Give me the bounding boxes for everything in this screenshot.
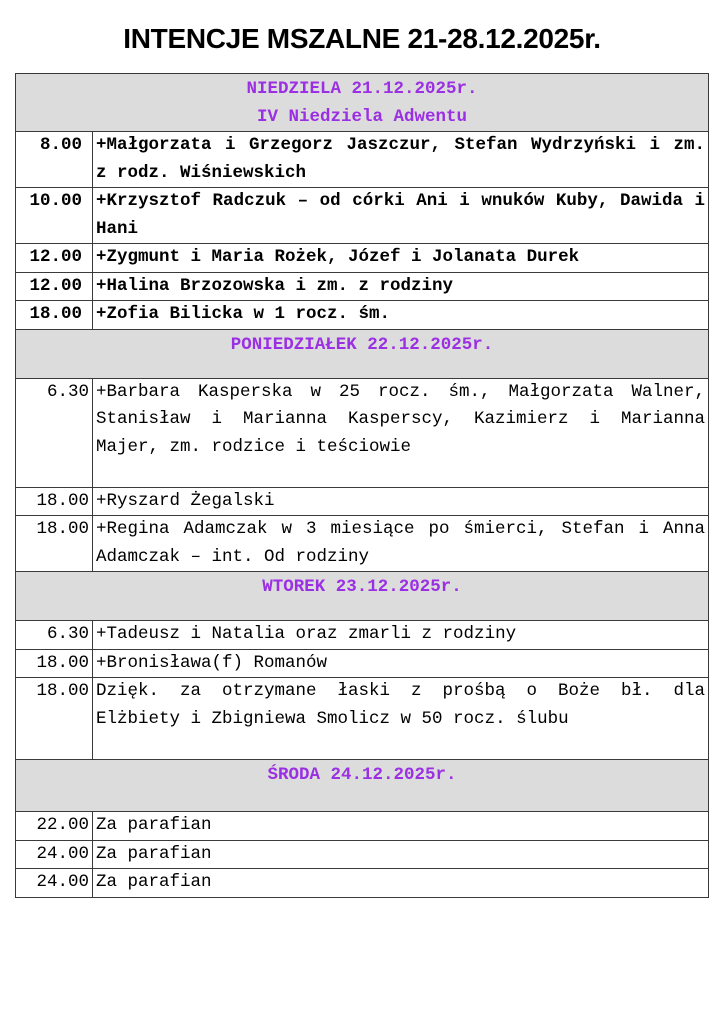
day-subheading: IV Niedziela Adwentu xyxy=(256,106,468,127)
table-row xyxy=(16,621,709,650)
intentions-table xyxy=(15,73,709,898)
day-header-wednesday xyxy=(16,760,709,812)
table-row xyxy=(16,869,709,898)
mass-time: 8.00 xyxy=(16,132,93,188)
day-header-sunday xyxy=(16,74,709,132)
table-row xyxy=(16,272,709,301)
mass-intention: +Barbara Kasperska w 25 rocz. śm., Małgorzata Walner, Stanisław i Marianna Kasperscy, Kazimierz i Marianna Majer, zm. rodzice i teściowie xyxy=(93,378,709,487)
table-row xyxy=(16,487,709,516)
table-row xyxy=(16,244,709,273)
day-heading: PONIEDZIAŁEK 22.12.2025r. xyxy=(230,334,494,355)
mass-time: 18.00 xyxy=(16,301,93,330)
mass-time: 24.00 xyxy=(16,840,93,869)
table-row xyxy=(16,378,709,487)
day-header-monday xyxy=(16,329,709,378)
mass-time: 12.00 xyxy=(16,272,93,301)
mass-intention: +Krzysztof Radczuk – od córki Ani i wnuków Kuby, Dawida i Hani xyxy=(93,188,709,244)
table-row xyxy=(16,132,709,188)
mass-time: 6.30 xyxy=(16,621,93,650)
mass-intention: +Zygmunt i Maria Rożek, Józef i Jolanata Durek xyxy=(93,244,709,273)
mass-time: 18.00 xyxy=(16,678,93,760)
mass-intention: Za parafian xyxy=(93,869,709,898)
day-heading: WTOREK 23.12.2025r. xyxy=(262,577,462,597)
table-row xyxy=(16,301,709,330)
mass-time: 24.00 xyxy=(16,869,93,898)
table-row xyxy=(16,812,709,841)
page-title: INTENCJE MSZALNE 21-28.12.2025r. xyxy=(123,23,601,54)
mass-time: 10.00 xyxy=(16,188,93,244)
day-header-tuesday xyxy=(16,572,709,621)
table-row xyxy=(16,840,709,869)
mass-intention: +Małgorzata i Grzegorz Jaszczur, Stefan Wydrzyński i zm. z rodz. Wiśniewskich xyxy=(93,132,709,188)
day-heading: NIEDZIELA 21.12.2025r. xyxy=(246,79,478,99)
table-row xyxy=(16,516,709,572)
mass-intention: +Zofia Bilicka w 1 rocz. śm. xyxy=(93,301,709,330)
table-row xyxy=(16,188,709,244)
mass-time: 18.00 xyxy=(16,649,93,678)
day-heading: ŚRODA 24.12.2025r. xyxy=(267,765,457,785)
mass-time: 18.00 xyxy=(16,516,93,572)
mass-intention: Za parafian xyxy=(93,840,709,869)
mass-intention: +Halina Brzozowska i zm. z rodziny xyxy=(93,272,709,301)
mass-time: 18.00 xyxy=(16,487,93,516)
mass-intention: +Regina Adamczak w 3 miesiące po śmierci, Stefan i Anna Adamczak – int. Od rodziny xyxy=(93,516,709,572)
mass-time: 22.00 xyxy=(16,812,93,841)
mass-intention: +Ryszard Żegalski xyxy=(93,487,709,516)
mass-intention: +Bronisława(f) Romanów xyxy=(93,649,709,678)
mass-time: 6.30 xyxy=(16,378,93,487)
mass-time: 12.00 xyxy=(16,244,93,273)
mass-intention: Za parafian xyxy=(93,812,709,841)
table-row xyxy=(16,678,709,760)
table-row xyxy=(16,649,709,678)
mass-intention: Dzięk. za otrzymane łaski z prośbą o Boże bł. dla Elżbiety i Zbigniewa Smolicz w 50 rocz. ślubu xyxy=(93,678,709,760)
mass-intention: +Tadeusz i Natalia oraz zmarli z rodziny xyxy=(93,621,709,650)
